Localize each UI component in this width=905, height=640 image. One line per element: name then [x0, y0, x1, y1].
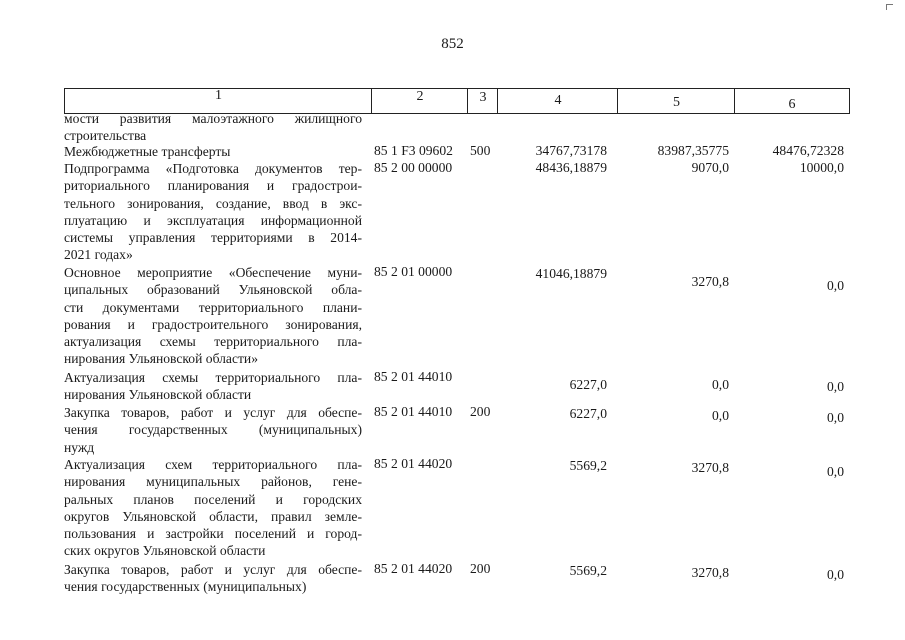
row-type: 200: [470, 404, 491, 419]
row-description: [64, 143, 362, 160]
description-line: чения государственных (муниципальных): [64, 422, 362, 438]
header-label: 6: [788, 97, 796, 112]
description-line: нирования Ульяновской области»: [64, 351, 259, 367]
description-line: плуатацию и эксплуатация информационной: [64, 212, 362, 228]
description-line: Межбюджетные трансферты: [64, 144, 231, 159]
corner-mark: [886, 4, 893, 10]
row-code: 85 2 01 44020: [374, 456, 453, 471]
header-cell: [497, 88, 618, 114]
row-code: 85 2 01 00000: [374, 264, 453, 279]
value-col5: 9070,0: [691, 160, 729, 175]
description-line: 2021 годах»: [64, 247, 133, 263]
description-line: нирования муниципальных районов, гене-: [64, 474, 362, 490]
description-line: округов Ульяновской области, правил земле-: [64, 508, 362, 524]
header-cell: [617, 88, 735, 114]
description-line: пользования и застройки поселений и город-: [64, 526, 362, 542]
value-col4: 6227,0: [569, 377, 607, 392]
description-line: мости развития малоэтажного жилищного: [64, 111, 362, 126]
value-col5: 83987,35775: [657, 143, 729, 158]
description-line: актуализация схемы территориального пла-: [64, 334, 362, 350]
value-col5: 0,0: [712, 377, 729, 392]
description-line: ских округов Ульяновской области: [64, 543, 266, 559]
header-cell: [371, 88, 468, 114]
description-line: риториального планирования и градострои-: [64, 178, 362, 194]
row-code: 85 2 01 44020: [374, 561, 453, 576]
row-code: 85 2 01 44010: [374, 404, 453, 419]
value-col4: 41046,18879: [535, 266, 607, 281]
row-description: [64, 110, 362, 145]
description-line: сти документами территориального плани-: [64, 299, 362, 315]
row-description: [64, 456, 362, 560]
row-type: 500: [470, 143, 491, 158]
description-line: нужд: [64, 439, 95, 455]
value-col5: 0,0: [712, 408, 729, 423]
value-col4: 34767,73178: [535, 143, 607, 158]
value-col6: 0,0: [827, 464, 844, 479]
row-description: [64, 404, 362, 456]
description-line: системы управления территориями в 2014-: [64, 230, 362, 246]
value-col4: 5569,2: [569, 458, 607, 473]
description-line: Актуализация схемы территориального пла-: [64, 370, 362, 385]
row-code: 85 1 F3 09602: [374, 143, 453, 158]
header-label: 2: [416, 89, 424, 104]
description-line: ципальных образований Ульяновской обла-: [64, 282, 362, 298]
description-line: Актуализация схем территориального пла-: [64, 457, 362, 472]
row-description: [64, 561, 362, 596]
header-cell: [467, 88, 498, 114]
description-line: строительства: [64, 128, 147, 144]
value-col5: 3270,8: [691, 460, 729, 475]
description-line: тельного зонирования, создание, ввод в экс-: [64, 195, 362, 211]
row-description: [64, 160, 362, 264]
header-label: 3: [479, 90, 487, 105]
description-line: чения государственных (муниципальных): [64, 579, 307, 595]
value-col5: 3270,8: [691, 274, 729, 289]
value-col6: 10000,0: [799, 160, 844, 175]
description-line: нирования Ульяновской области: [64, 387, 252, 403]
row-type: 200: [470, 561, 491, 576]
row-code: 85 2 00 00000: [374, 160, 453, 175]
value-col6: 48476,72328: [772, 143, 844, 158]
row-code: 85 2 01 44010: [374, 369, 453, 384]
value-col6: 0,0: [827, 410, 844, 425]
description-line: ральных планов поселений и городских: [64, 491, 362, 507]
row-description: [64, 264, 362, 368]
value-col6: 0,0: [827, 379, 844, 394]
header-label: 5: [673, 95, 680, 110]
value-col5: 3270,8: [691, 565, 729, 580]
description-line: Основное мероприятие «Обеспечение муни-: [64, 265, 362, 280]
description-line: Закупка товаров, работ и услуг для обеспе-: [64, 405, 362, 420]
value-col6: 0,0: [827, 567, 844, 582]
header-cell: [734, 88, 850, 114]
value-col6: 0,0: [827, 278, 844, 293]
description-line: Закупка товаров, работ и услуг для обеспе-: [64, 562, 362, 577]
header-label: 1: [215, 88, 222, 103]
value-col4: 6227,0: [569, 406, 607, 421]
description-line: Подпрограмма «Подготовка документов тер-: [64, 161, 362, 176]
header-label: 4: [554, 93, 562, 108]
value-col4: 48436,18879: [535, 160, 607, 175]
row-description: [64, 369, 362, 404]
value-col4: 5569,2: [569, 563, 607, 578]
page-number: 852: [441, 36, 464, 52]
description-line: рования и градостроительного зонирования,: [64, 316, 362, 332]
